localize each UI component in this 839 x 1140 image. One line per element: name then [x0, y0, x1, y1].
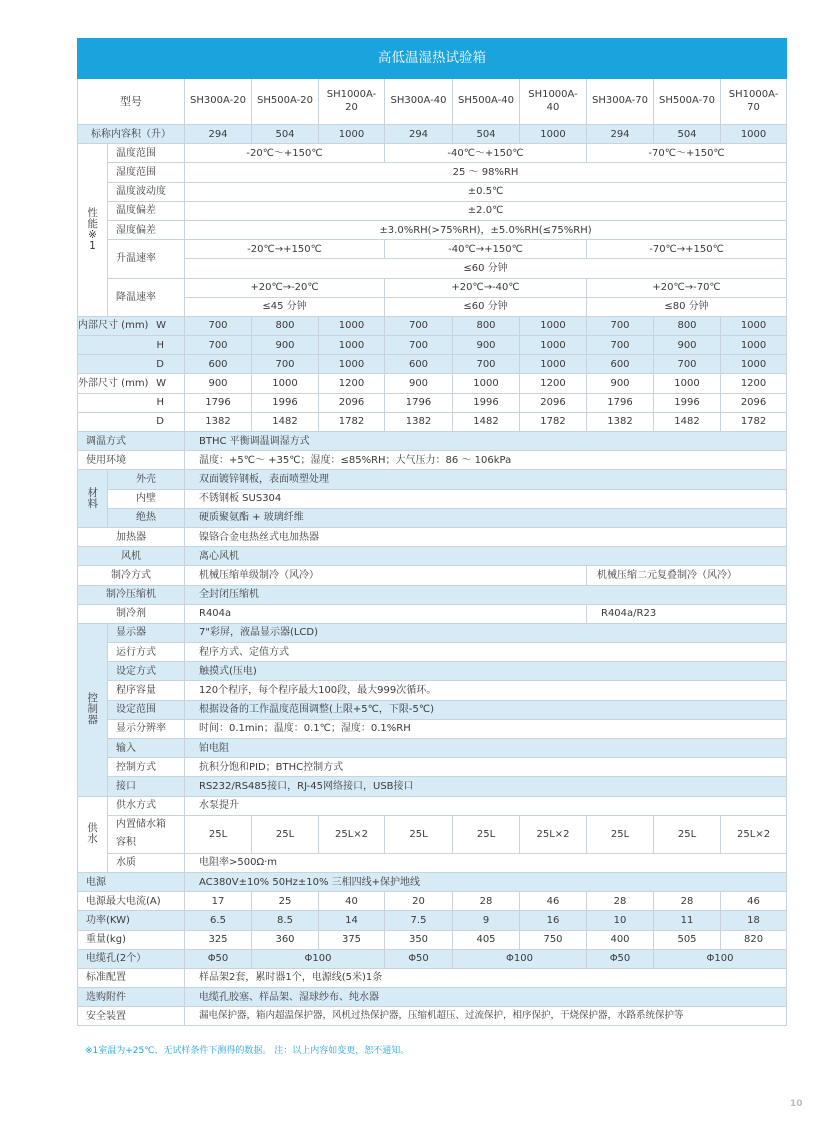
water-quality-label: 水质 — [108, 853, 185, 872]
temp-range-cell: -70℃～+150℃ — [587, 144, 787, 163]
refrigeration-value: 机械压缩单级制冷（风冷） — [185, 566, 587, 585]
controller-item-label: 设定范围 — [108, 700, 185, 719]
outer-size-cell: 900 — [587, 374, 654, 393]
compressor-label: 制冷压缩机 — [78, 585, 185, 604]
controller-item-value: RS232/RS485接口，RJ-45网络接口，USB接口 — [185, 777, 787, 796]
inner-size-cell: 700 — [587, 336, 654, 355]
temp-deviation-value: ±2.0℃ — [185, 201, 787, 220]
options-value: 电缆孔胶塞、样品架、湿球纱布、纯水器 — [185, 988, 787, 1007]
power-cell: 11 — [654, 911, 721, 930]
outer-size-cell: 1482 — [453, 412, 520, 431]
max-current-cell: 46 — [721, 892, 787, 911]
safety-value: 漏电保护器，箱内超温保护器，风机过热保护器，压缩机超压、过流保护，相序保护，干烧保护器，水路系统保护等 — [185, 1007, 787, 1026]
outer-size-cell: 1000 — [654, 374, 721, 393]
volume-cell: 1000 — [319, 125, 385, 144]
inner-size-cell: 700 — [654, 355, 721, 374]
inner-size-cell: 800 — [453, 316, 520, 335]
cooling-range-cell: +20℃→-20℃ — [185, 278, 385, 297]
model-cell: SH500A-70 — [654, 79, 721, 125]
options-label: 选购附件 — [78, 988, 185, 1007]
model-cell: SH1000A-40 — [520, 79, 587, 125]
dim-label: H — [78, 393, 185, 412]
inner-wall-value: 不锈钢板 SUS304 — [185, 489, 787, 508]
refrigeration-value: 机械压缩二元复叠制冷（风冷） — [587, 566, 787, 585]
power-cell: 10 — [587, 911, 654, 930]
model-cell: SH500A-20 — [252, 79, 319, 125]
standard-config-value: 样品架2套，累时器1个，电源线(5米)1条 — [185, 968, 787, 987]
controller-item-label: 设定方式 — [108, 662, 185, 681]
power-cell: 18 — [721, 911, 787, 930]
cooling-rate-cell: ≤45 分钟 — [185, 297, 385, 316]
inner-wall-label: 内壁 — [108, 489, 185, 508]
inner-size-cell: 700 — [385, 316, 453, 335]
cooling-range-cell: +20℃→-70℃ — [587, 278, 787, 297]
inner-size-cell: 700 — [185, 316, 252, 335]
weight-cell: 350 — [385, 930, 453, 949]
water-tank-cell: 25L — [252, 815, 319, 853]
max-current-cell: 28 — [654, 892, 721, 911]
outer-size-cell: 1382 — [587, 412, 654, 431]
weight-cell: 820 — [721, 930, 787, 949]
outer-size-cell: 1796 — [385, 393, 453, 412]
volume-cell: 1000 — [520, 125, 587, 144]
water-tank-cell: 25L — [185, 815, 252, 853]
inner-size-cell: 1000 — [319, 355, 385, 374]
dim-label: W — [156, 378, 166, 390]
cable-hole-cell: Φ100 — [654, 949, 787, 968]
outer-size-cell: 900 — [185, 374, 252, 393]
power-cell: 9 — [453, 911, 520, 930]
controller-item-value: 抗积分饱和PID；BTHC控制方式 — [185, 758, 787, 777]
weight-cell: 400 — [587, 930, 654, 949]
cable-hole-cell: Φ50 — [185, 949, 252, 968]
refrigerant-value: R404a — [185, 604, 587, 623]
power-label: 功率(KW) — [78, 911, 185, 930]
water-tank-cell: 25L — [385, 815, 453, 853]
insulation-value: 硬质聚氨酯 + 玻璃纤维 — [185, 508, 787, 527]
safety-label: 安全装置 — [78, 1007, 185, 1026]
heater-value: 镍铬合金电热丝式电加热器 — [185, 527, 787, 546]
outer-size-cell: 1482 — [654, 412, 721, 431]
inner-size-cell: 800 — [252, 316, 319, 335]
max-current-cell: 40 — [319, 892, 385, 911]
max-current-cell: 17 — [185, 892, 252, 911]
heater-label: 加热器 — [78, 527, 185, 546]
temp-fluctuation-label: 温度波动度 — [108, 182, 185, 201]
inner-size-cell: 1000 — [319, 336, 385, 355]
max-current-cell: 46 — [520, 892, 587, 911]
inner-size-cell: 600 — [185, 355, 252, 374]
controller-item-label: 显示分辨率 — [108, 719, 185, 738]
heating-range-cell: -70℃→+150℃ — [587, 240, 787, 259]
model-cell: SH300A-40 — [385, 79, 453, 125]
shell-value: 双面镀锌钢板，表面喷塑处理 — [185, 470, 787, 489]
model-cell: SH300A-70 — [587, 79, 654, 125]
inner-size-cell: 700 — [453, 355, 520, 374]
inner-size-cell: 800 — [654, 316, 721, 335]
weight-cell: 325 — [185, 930, 252, 949]
refrigeration-label: 制冷方式 — [78, 566, 185, 585]
water-tank-cell: 25L — [587, 815, 654, 853]
controller-item-label: 接口 — [108, 777, 185, 796]
power-cell: 7.5 — [385, 911, 453, 930]
compressor-value: 全封闭压缩机 — [185, 585, 787, 604]
inner-size-cell: 700 — [587, 316, 654, 335]
heating-rate-value: ≤60 分钟 — [185, 259, 787, 278]
dim-label: H — [78, 336, 185, 355]
outer-size-cell: 1200 — [520, 374, 587, 393]
standard-config-label: 标准配置 — [78, 968, 185, 987]
water-method-label: 供水方式 — [108, 796, 185, 815]
dim-label: D — [78, 355, 185, 374]
dim-label: D — [78, 412, 185, 431]
inner-size-cell: 900 — [252, 336, 319, 355]
outer-size-cell: 2096 — [319, 393, 385, 412]
controller-item-label: 程序容量 — [108, 681, 185, 700]
inner-size-label: 内部尺寸 (mm) — [78, 320, 149, 332]
inner-size-cell: 1000 — [721, 355, 787, 374]
insulation-label: 绝热 — [108, 508, 185, 527]
model-cell: SH500A-40 — [453, 79, 520, 125]
inner-size-row-head — [78, 316, 185, 335]
controller-item-value: 触摸式(压电) — [185, 662, 787, 681]
environment-label: 使用环境 — [78, 451, 185, 470]
weight-cell: 375 — [319, 930, 385, 949]
controller-item-label: 控制方式 — [108, 758, 185, 777]
weight-cell: 360 — [252, 930, 319, 949]
inner-size-cell: 600 — [385, 355, 453, 374]
inner-size-cell: 1000 — [520, 336, 587, 355]
refrigerant-value: R404a/R23 — [587, 604, 787, 623]
inner-size-cell: 900 — [654, 336, 721, 355]
max-current-cell: 28 — [453, 892, 520, 911]
inner-size-cell: 700 — [185, 336, 252, 355]
outer-size-cell: 2096 — [520, 393, 587, 412]
humidity-range-value: 25 ～ 98%RH — [185, 163, 787, 182]
spec-table — [77, 38, 787, 1026]
cooling-range-cell: +20℃→-40℃ — [385, 278, 587, 297]
volume-cell: 1000 — [721, 125, 787, 144]
environment-value: 温度：+5℃～ +35℃；湿度：≤85%RH；大气压力：86 ～ 106kPa — [185, 451, 787, 470]
inner-size-cell: 1000 — [721, 336, 787, 355]
controller-category: 控制器 — [78, 623, 108, 796]
cable-hole-cell: Φ50 — [385, 949, 453, 968]
outer-size-cell: 1382 — [385, 412, 453, 431]
outer-size-cell: 1996 — [453, 393, 520, 412]
outer-size-cell: 1796 — [185, 393, 252, 412]
cooling-rate-cell: ≤60 分钟 — [385, 297, 587, 316]
weight-cell: 750 — [520, 930, 587, 949]
humidity-range-label: 湿度范围 — [108, 163, 185, 182]
controller-item-value: 铂电阻 — [185, 739, 787, 758]
power-supply-value: AC380V±10% 50Hz±10% 三相四线+保护地线 — [185, 872, 787, 891]
controller-item-value: 时间：0.1min；温度：0.1℃；湿度：0.1%RH — [185, 719, 787, 738]
water-quality-value: 电阻率>500Ω·m — [185, 853, 787, 872]
model-cell: SH300A-20 — [185, 79, 252, 125]
fan-value: 离心风机 — [185, 547, 787, 566]
outer-size-cell: 1996 — [654, 393, 721, 412]
water-tank-cell: 25L×2 — [520, 815, 587, 853]
inner-size-cell: 1000 — [520, 355, 587, 374]
heating-rate-label: 升温速率 — [108, 240, 185, 278]
outer-size-row-head — [78, 374, 185, 393]
temp-control-value: BTHC 平衡调温调湿方式 — [185, 432, 787, 451]
humidity-deviation-value: ±3.0%RH(>75%RH)，±5.0%RH(≤75%RH) — [185, 220, 787, 239]
cable-hole-label: 电缆孔(2个） — [78, 949, 185, 968]
temp-fluctuation-value: ±0.5℃ — [185, 182, 787, 201]
controller-item-label: 显示器 — [108, 623, 185, 642]
volume-cell: 504 — [453, 125, 520, 144]
outer-size-cell: 1382 — [185, 412, 252, 431]
temp-control-label: 调温方式 — [78, 432, 185, 451]
heating-range-cell: -20℃→+150℃ — [185, 240, 385, 259]
controller-item-label: 输入 — [108, 739, 185, 758]
performance-category: 性能※1 — [78, 144, 108, 317]
volume-cell: 504 — [654, 125, 721, 144]
dim-label: W — [156, 320, 166, 332]
outer-size-cell: 1200 — [721, 374, 787, 393]
outer-size-cell: 1996 — [252, 393, 319, 412]
table-title: 高低温湿热试验箱 — [78, 39, 787, 79]
outer-size-cell: 1000 — [252, 374, 319, 393]
power-cell: 8.5 — [252, 911, 319, 930]
temp-range-label: 温度范围 — [108, 144, 185, 163]
controller-item-value: 7"彩屏，液晶显示器(LCD) — [185, 623, 787, 642]
power-cell: 14 — [319, 911, 385, 930]
inner-size-cell: 600 — [587, 355, 654, 374]
page-number: 10 — [790, 1099, 803, 1109]
max-current-cell: 20 — [385, 892, 453, 911]
outer-size-label: 外部尺寸 (mm) — [78, 378, 149, 390]
inner-size-cell: 1000 — [721, 316, 787, 335]
temp-deviation-label: 温度偏差 — [108, 201, 185, 220]
outer-size-cell: 1482 — [252, 412, 319, 431]
inner-size-cell: 1000 — [319, 316, 385, 335]
power-cell: 16 — [520, 911, 587, 930]
water-tank-cell: 25L — [654, 815, 721, 853]
max-current-cell: 28 — [587, 892, 654, 911]
outer-size-cell: 1782 — [319, 412, 385, 431]
footnote: ※1室温为+25℃、无试样条件下测得的数据。 注：以上内容如变更，恕不通知。 — [85, 1046, 410, 1056]
outer-size-cell: 1782 — [520, 412, 587, 431]
controller-item-value: 120个程序，每个程序最大100段，最大999次循环。 — [185, 681, 787, 700]
cable-hole-cell: Φ50 — [587, 949, 654, 968]
outer-size-cell: 900 — [385, 374, 453, 393]
max-current-label: 电源最大电流(A) — [78, 892, 185, 911]
temp-range-cell: -40℃～+150℃ — [385, 144, 587, 163]
temp-range-cell: -20℃～+150℃ — [185, 144, 385, 163]
shell-label: 外壳 — [108, 470, 185, 489]
model-cell: SH1000A-70 — [721, 79, 787, 125]
inner-size-cell: 700 — [385, 336, 453, 355]
volume-label: 标称内容积（升） — [78, 125, 185, 144]
volume-cell: 294 — [385, 125, 453, 144]
heating-range-cell: -40℃→+150℃ — [385, 240, 587, 259]
water-tank-cell: 25L — [453, 815, 520, 853]
humidity-deviation-label: 湿度偏差 — [108, 220, 185, 239]
fan-label: 风机 — [78, 547, 185, 566]
weight-label: 重量(kg) — [78, 930, 185, 949]
outer-size-cell: 1000 — [453, 374, 520, 393]
water-tank-cell: 25L×2 — [319, 815, 385, 853]
controller-item-label: 运行方式 — [108, 643, 185, 662]
controller-item-value: 根据设备的工作温度范围调整(上限+5℃，下限-5℃) — [185, 700, 787, 719]
max-current-cell: 25 — [252, 892, 319, 911]
inner-size-cell: 900 — [453, 336, 520, 355]
water-supply-category: 供水 — [78, 796, 108, 872]
power-supply-label: 电源 — [78, 872, 185, 891]
cooling-rate-label: 降温速率 — [108, 278, 185, 316]
controller-item-value: 程序方式、定值方式 — [185, 643, 787, 662]
volume-cell: 294 — [587, 125, 654, 144]
weight-cell: 505 — [654, 930, 721, 949]
power-cell: 6.5 — [185, 911, 252, 930]
cooling-rate-cell: ≤80 分钟 — [587, 297, 787, 316]
water-method-value: 水泵提升 — [185, 796, 787, 815]
outer-size-cell: 2096 — [721, 393, 787, 412]
inner-size-cell: 1000 — [520, 316, 587, 335]
water-tank-label: 内置储水箱 容积 — [108, 815, 185, 853]
model-cell: SH1000A-20 — [319, 79, 385, 125]
model-label: 型号 — [78, 79, 185, 125]
cable-hole-cell: Φ100 — [252, 949, 385, 968]
volume-cell: 294 — [185, 125, 252, 144]
weight-cell: 405 — [453, 930, 520, 949]
refrigerant-label: 制冷剂 — [78, 604, 185, 623]
cable-hole-cell: Φ100 — [453, 949, 587, 968]
water-tank-cell: 25L×2 — [721, 815, 787, 853]
volume-cell: 504 — [252, 125, 319, 144]
outer-size-cell: 1200 — [319, 374, 385, 393]
outer-size-cell: 1796 — [587, 393, 654, 412]
outer-size-cell: 1782 — [721, 412, 787, 431]
material-category: 材料 — [78, 470, 108, 528]
inner-size-cell: 700 — [252, 355, 319, 374]
